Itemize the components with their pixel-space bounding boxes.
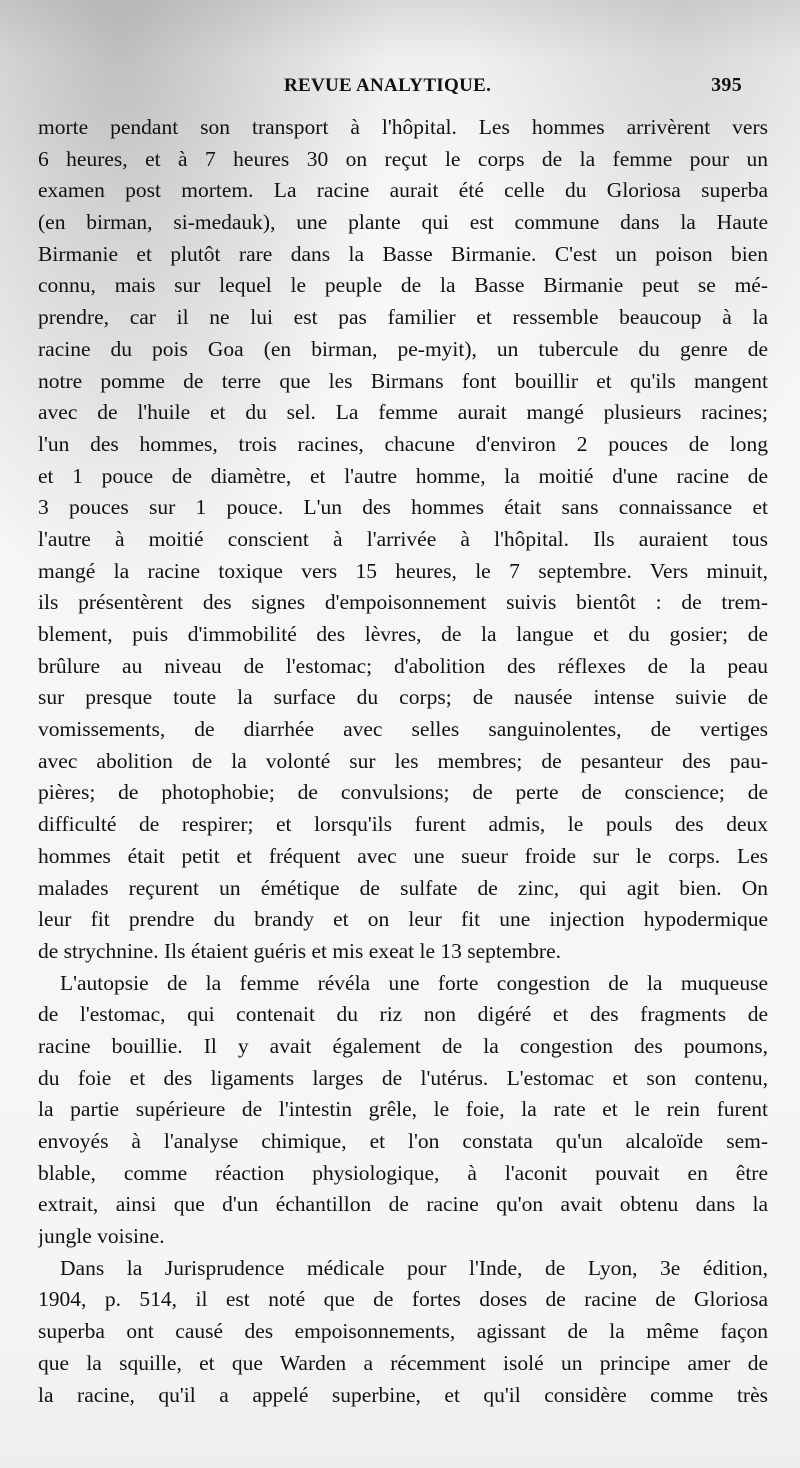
text-line: extrait, ainsi que d'un échantillon de racine qu'on avait obtenu dans la xyxy=(38,1192,768,1217)
body-text xyxy=(38,112,768,1411)
text-line: avec de l'huile et du sel. La femme aurait mangé plusieurs racines; xyxy=(38,400,768,425)
text-line: blable, comme réaction physiologique, à l'aconit pouvait en être xyxy=(38,1160,768,1185)
text-line: avec abolition de la volonté sur les membres; de pesanteur des pau- xyxy=(38,748,768,773)
text-line: sur presque toute la surface du corps; de nausée intense suivie de xyxy=(38,685,768,710)
paragraph-end-line: jungle voisine. xyxy=(38,1224,165,1249)
text-line: de l'estomac, qui contenait du riz non digéré et des fragments de xyxy=(38,1002,768,1027)
running-title: REVUE ANALYTIQUE. xyxy=(284,75,492,96)
text-line: pières; de photophobie; de convulsions; de perte de conscience; de xyxy=(38,780,768,805)
text-line: la racine, qu'il a appelé superbine, et qu'il considère comme très xyxy=(38,1382,768,1407)
text-line: leur fit prendre du brandy et on leur fit une injection hypodermique xyxy=(38,907,768,932)
text-line: examen post mortem. La racine aurait été celle du Gloriosa superba xyxy=(38,178,768,203)
page-header xyxy=(284,74,742,102)
text-line: ils présentèrent des signes d'empoisonnement suivis bientôt : de trem- xyxy=(38,590,768,615)
text-line: du foie et des ligaments larges de l'utérus. L'estomac et son contenu, xyxy=(38,1065,768,1090)
text-line: l'un des hommes, trois racines, chacune d'environ 2 pouces de long xyxy=(38,431,768,456)
text-line: brûlure au niveau de l'estomac; d'abolition des réflexes de la peau xyxy=(38,653,768,678)
page-number: 395 xyxy=(711,74,742,96)
text-line: la partie supérieure de l'intestin grêle, le foie, la rate et le rein furent xyxy=(38,1097,768,1122)
text-line: vomissements, de diarrhée avec selles sanguinolentes, de vertiges xyxy=(38,717,768,742)
text-line: Birmanie et plutôt rare dans la Basse Birmanie. C'est un poison bien xyxy=(38,241,768,266)
text-line: l'autre à moitié conscient à l'arrivée à l'hôpital. Ils auraient tous xyxy=(38,526,768,551)
paragraph-start-line: L'autopsie de la femme révéla une forte congestion de la muqueuse xyxy=(60,970,768,995)
text-line: racine du pois Goa (en birman, pe-myit), un tubercule du genre de xyxy=(38,336,768,361)
text-line: et 1 pouce de diamètre, et l'autre homme, la moitié d'une racine de xyxy=(38,463,768,488)
text-line: hommes était petit et fréquent avec une sueur froide sur le corps. Les xyxy=(38,843,768,868)
text-line: blement, puis d'immobilité des lèvres, de la langue et du gosier; de xyxy=(38,622,768,646)
text-line: superba ont causé des empoisonnements, agissant de la même façon xyxy=(38,1319,768,1344)
text-line: malades reçurent un émétique de sulfate de zinc, qui agit bien. On xyxy=(38,875,768,900)
text-line: prendre, car il ne lui est pas familier et ressemble beaucoup à la xyxy=(38,305,768,330)
text-line: que la squille, et que Warden a récemment isolé un principe amer de xyxy=(38,1350,768,1375)
paragraph-start-line: Dans la Jurisprudence médicale pour l'Inde, de Lyon, 3e édition, xyxy=(60,1255,768,1280)
paragraph-end-line: de strychnine. Ils étaient guéris et mis exeat le 13 septembre. xyxy=(38,938,561,963)
text-line: connu, mais sur lequel le peuple de la Basse Birmanie peut se mé- xyxy=(38,273,768,298)
text-line: envoyés à l'analyse chimique, et l'on constata qu'un alcaloïde sem- xyxy=(38,1129,768,1153)
text-line: (en birman, si-medauk), une plante qui est commune dans la Haute xyxy=(38,210,768,235)
text-line: mangé la racine toxique vers 15 heures, le 7 septembre. Vers minuit, xyxy=(38,558,768,583)
text-line: racine bouillie. Il y avait également de la congestion des poumons, xyxy=(38,1033,768,1058)
text-line: morte pendant son transport à l'hôpital. Les hommes arrivèrent vers xyxy=(38,115,768,139)
text-line: 3 pouces sur 1 pouce. L'un des hommes était sans connaissance et xyxy=(38,495,768,520)
text-line: notre pomme de terre que les Birmans font bouillir et qu'ils mangent xyxy=(38,368,768,393)
text-line: difficulté de respirer; et lorsqu'ils furent admis, le pouls des deux xyxy=(38,812,768,837)
text-line: 6 heures, et à 7 heures 30 on reçut le corps de la femme pour un xyxy=(38,146,768,171)
text-line: 1904, p. 514, il est noté que de fortes doses de racine de Gloriosa xyxy=(38,1287,768,1312)
